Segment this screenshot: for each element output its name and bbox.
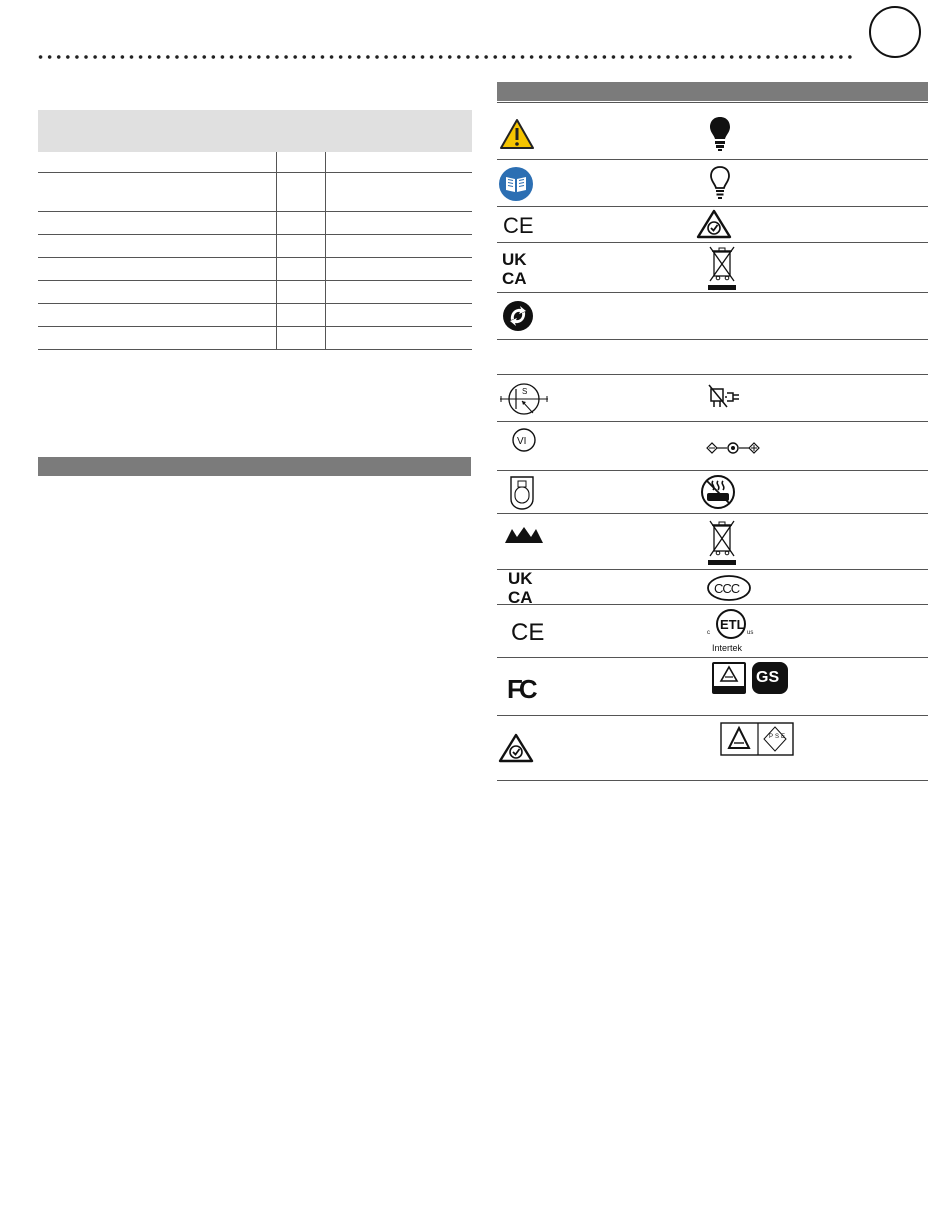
symbol-row bbox=[497, 102, 928, 160]
weee-bin-icon bbox=[706, 516, 738, 566]
ukca-mark-icon bbox=[501, 249, 539, 287]
table-row bbox=[38, 173, 472, 212]
svg-text:FC: FC bbox=[507, 674, 534, 702]
symbol-row bbox=[497, 160, 928, 207]
svg-text:CE: CE bbox=[503, 213, 534, 237]
rcm-mark-icon bbox=[498, 733, 534, 763]
table-row bbox=[38, 235, 472, 258]
symbol-row bbox=[497, 207, 928, 243]
ccc-mark-icon bbox=[706, 574, 752, 602]
svg-text:UK: UK bbox=[508, 569, 533, 588]
read-manual-icon bbox=[498, 166, 534, 202]
bulb-filled-icon bbox=[709, 116, 731, 152]
symbol-row bbox=[497, 471, 928, 514]
table-row bbox=[38, 212, 472, 235]
symbol-row bbox=[497, 293, 928, 340]
svg-text:S: S bbox=[522, 387, 528, 396]
symbol-row bbox=[497, 716, 928, 781]
symbol-row bbox=[497, 605, 928, 658]
table-row bbox=[38, 152, 472, 173]
specification-table bbox=[38, 110, 472, 350]
ukca-mark-icon bbox=[507, 569, 547, 605]
section-header-bar bbox=[38, 457, 471, 476]
symbol-row bbox=[497, 243, 928, 293]
symbol-row bbox=[497, 658, 928, 716]
svg-text:CE: CE bbox=[511, 619, 545, 644]
manufacturer-icon bbox=[505, 527, 543, 543]
table-row bbox=[38, 258, 472, 281]
spec-table-header bbox=[38, 110, 472, 152]
tuv-gs-mark-icon bbox=[712, 662, 790, 696]
polarity-icon bbox=[705, 440, 761, 456]
indoor-use-icon bbox=[508, 475, 536, 511]
table-row bbox=[38, 281, 472, 304]
tuv-pse-mark-icon bbox=[720, 722, 794, 756]
svg-text:CA: CA bbox=[502, 269, 527, 287]
symbols-section-header-bar bbox=[497, 82, 928, 101]
svg-text:GS: GS bbox=[756, 669, 780, 686]
symbol-row bbox=[497, 422, 928, 471]
ce-mark-icon bbox=[511, 618, 549, 644]
warning-triangle-icon bbox=[499, 118, 535, 150]
dotted-rule bbox=[36, 54, 854, 60]
safety-transformer-icon bbox=[498, 379, 550, 419]
table-row bbox=[38, 304, 472, 327]
svg-text:us: us bbox=[747, 630, 754, 636]
svg-text:PSE: PSE bbox=[769, 734, 788, 740]
etl-mark-icon bbox=[705, 607, 757, 653]
green-dot-icon bbox=[502, 300, 534, 332]
weee-bin-icon bbox=[706, 243, 738, 291]
symbol-row bbox=[497, 375, 928, 422]
no-hot-surface-icon bbox=[700, 474, 736, 510]
table-row bbox=[38, 327, 472, 350]
svg-text:CA: CA bbox=[508, 588, 533, 605]
svg-text:c: c bbox=[707, 630, 710, 636]
svg-text:UK: UK bbox=[502, 250, 527, 269]
svg-text:CCC: CCC bbox=[714, 581, 740, 596]
bulb-outline-icon bbox=[709, 165, 731, 201]
efficiency-vi-icon bbox=[511, 427, 537, 453]
svg-text:VI: VI bbox=[517, 436, 527, 447]
rcm-mark-icon bbox=[696, 209, 732, 239]
fcc-mark-icon bbox=[507, 674, 549, 702]
no-plug-icon bbox=[707, 383, 743, 413]
page-number-badge bbox=[869, 6, 921, 58]
svg-text:ETL: ETL bbox=[720, 617, 745, 632]
symbol-row bbox=[497, 340, 928, 375]
symbol-row bbox=[497, 514, 928, 570]
symbols-table bbox=[497, 102, 928, 781]
symbol-row bbox=[497, 570, 928, 605]
svg-text:Intertek: Intertek bbox=[712, 643, 743, 653]
ce-mark-icon bbox=[503, 213, 539, 237]
